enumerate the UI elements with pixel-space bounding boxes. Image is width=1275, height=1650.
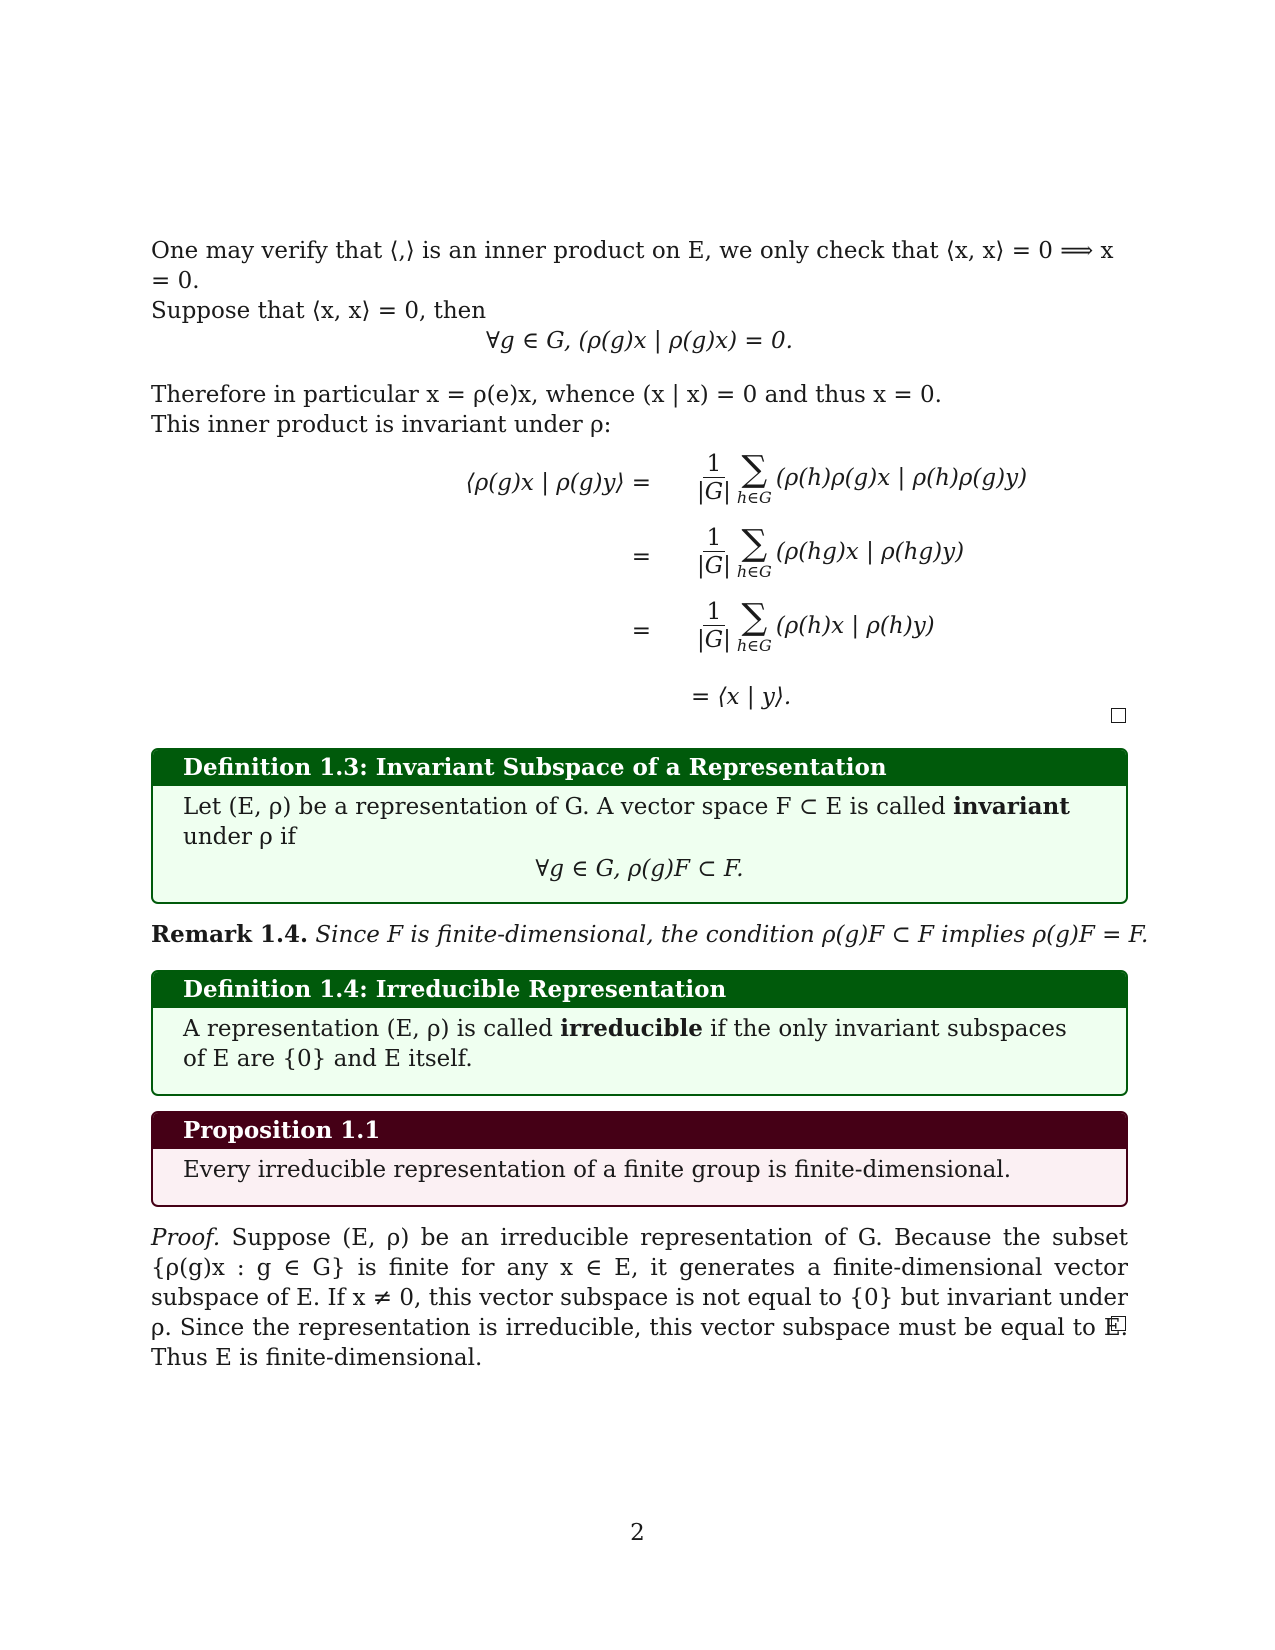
definition-text: if the only invariant subspaces of E are {0} and E itself. xyxy=(183,1016,1067,1072)
definition-display-equation: ∀g ∈ G, ρ(g)F ⊂ F. xyxy=(535,856,744,882)
fraction-numerator: 1 xyxy=(703,451,726,478)
page-number: 2 xyxy=(630,1520,645,1546)
align-last-line: = ⟨x | y⟩. xyxy=(691,684,792,710)
remark-text: Since F is finite-dimensional, the condition ρ(g)F ⊂ F implies ρ(g)F = F. xyxy=(315,922,1149,948)
fraction-denominator: |G| xyxy=(697,552,731,579)
align-rhs xyxy=(691,524,964,580)
definition-box-1-3 xyxy=(151,748,1128,904)
remark-label: Remark 1.4. xyxy=(151,921,309,948)
align-row xyxy=(371,598,971,672)
proposition-body: Every irreducible representation of a finite group is finite-dimensional. xyxy=(183,1157,1012,1183)
definition-body xyxy=(153,1008,1126,1086)
proposition-box-1-1 xyxy=(151,1111,1128,1207)
align-row xyxy=(371,449,1028,524)
align-term: (ρ(h)ρ(g)x | ρ(h)ρ(g)y) xyxy=(775,465,1028,491)
definition-text: A representation (E, ρ) is called xyxy=(183,1016,561,1042)
align-row xyxy=(371,524,971,598)
definition-box-1-4 xyxy=(151,970,1128,1096)
sum-symbol: ∑ xyxy=(741,449,768,490)
definition-text: under ρ if xyxy=(183,824,296,850)
qed-square-icon xyxy=(1111,708,1126,723)
summation xyxy=(737,598,772,654)
fraction-numerator: 1 xyxy=(703,599,726,626)
definition-title: Definition 1.3: Invariant Subspace of a Representation xyxy=(153,750,1126,786)
align-term: (ρ(h)x | ρ(h)y) xyxy=(775,613,935,639)
align-equals: = xyxy=(631,544,651,570)
proof-label: Proof. xyxy=(151,1225,221,1251)
align-term: (ρ(hg)x | ρ(hg)y) xyxy=(775,539,965,565)
fraction-denominator: |G| xyxy=(697,626,731,653)
align-rhs xyxy=(691,598,935,654)
definition-text: Let (E, ρ) be a representation of G. A vector space F ⊂ E is called xyxy=(183,794,954,820)
sum-subscript: h∈G xyxy=(736,636,772,655)
proof-paragraph xyxy=(151,1223,1128,1373)
paragraph-2 xyxy=(151,380,1128,440)
qed-square-icon xyxy=(1111,1316,1126,1331)
intro-line-2: Suppose that ⟨x, x⟩ = 0, then xyxy=(151,298,487,324)
aligned-equation xyxy=(371,449,1028,716)
align-equals: = xyxy=(631,618,651,644)
align-rhs xyxy=(691,450,1027,506)
fraction-denominator: |G| xyxy=(697,478,731,505)
sum-subscript: h∈G xyxy=(736,488,772,507)
intro-line-1: One may verify that ⟨,⟩ is an inner product on E, we only check that ⟨x, x⟩ = 0 ⟹ x = 0. xyxy=(151,238,1114,294)
definition-term: invariant xyxy=(953,793,1070,820)
proposition-title: Proposition 1.1 xyxy=(153,1113,1126,1149)
definition-title: Definition 1.4: Irreducible Representation xyxy=(153,972,1126,1008)
fraction xyxy=(697,599,731,654)
summation xyxy=(737,524,772,580)
remark-1-4 xyxy=(151,920,1149,950)
paragraph-2-line-2: This inner product is invariant under ρ: xyxy=(151,412,612,438)
summation xyxy=(737,450,772,506)
definition-term: irreducible xyxy=(560,1015,703,1042)
fraction-numerator: 1 xyxy=(703,525,726,552)
definition-body xyxy=(153,786,1126,896)
fraction xyxy=(697,525,731,580)
sum-symbol: ∑ xyxy=(741,597,768,638)
proof-text: Suppose (E, ρ) be an irreducible representation of G. Because the subset {ρ(g)x : g ∈ G} is finite for any x ∈ E, it generates a finite-dimensional vector subspace of E. If x ≠ 0, this vector subspace is not equal to {0} but invariant under ρ. Since the representation is irreducible, this vector subspace must be equal to E. Thus E is finite-dimensional. xyxy=(151,1225,1129,1371)
sum-symbol: ∑ xyxy=(741,523,768,564)
fraction xyxy=(697,451,731,506)
page-content xyxy=(151,236,1149,1371)
display-equation-1: ∀g ∈ G, (ρ(g)x | ρ(g)x) = 0. xyxy=(486,328,793,354)
align-row xyxy=(371,672,971,716)
paragraph-2-line-1: Therefore in particular x = ρ(e)x, whence (x | x) = 0 and thus x = 0. xyxy=(151,382,942,408)
align-lhs: ⟨ρ(g)x | ρ(g)y⟩ = xyxy=(465,470,651,496)
sum-subscript: h∈G xyxy=(736,562,772,581)
